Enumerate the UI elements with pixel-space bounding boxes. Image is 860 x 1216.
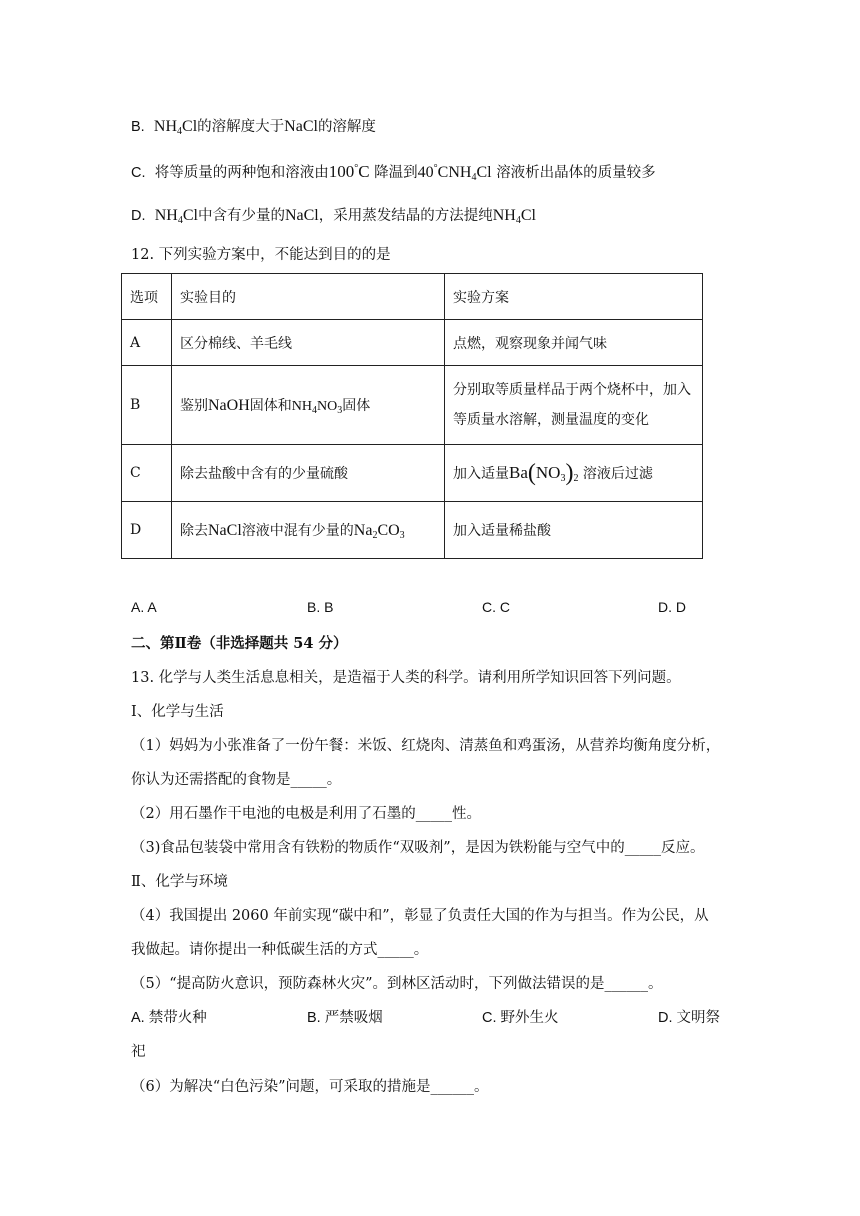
- table-row: B 鉴别NaOH固体和$NH_4NO_3$固体 分别取等质量样品于两个烧杯中，加入等质量水溶解，测量温度的变化: [122, 366, 703, 445]
- choice-d[interactable]: D. D: [658, 599, 686, 615]
- option-a[interactable]: A. 禁带火种: [131, 1010, 207, 1026]
- q13-part1-line1: （1）妈妈为小张准备了一份午餐：米饭、红烧肉、清蒸鱼和鸡蛋汤，从营养均衡角度分析，: [131, 738, 721, 754]
- q11-option-d: D. $NH_4Cl$中含有少量的NaCl，采用蒸发结晶的方法提纯$NH_4Cl$: [131, 207, 536, 226]
- q13-part5: （5）“提高防火意识，预防森林火灾”。到林区活动时，下列做法错误的是______。: [131, 976, 663, 992]
- choice-b[interactable]: B. B: [307, 599, 334, 615]
- q13-part2: （2）用石墨作干电池的电极是利用了石墨的_____性。: [131, 806, 481, 822]
- table-row: D 除去NaCl溶液中混有少量的$Na_2CO_3$ 加入适量稀盐酸: [122, 502, 703, 559]
- table-row: A 区分棉线、羊毛线 点燃，观察现象并闻气味: [122, 320, 703, 366]
- q13-part4-line1: （4）我国提出 2060 年前实现“碳中和”，彰显了负责任大国的作为与担当。作为公民，从: [131, 908, 709, 924]
- table-header-row: [122, 274, 703, 320]
- q11-option-b: B. $NH_4Cl$的溶解度大于NaCl的溶解度: [131, 118, 376, 137]
- option-c[interactable]: C. 野外生火: [482, 1010, 559, 1026]
- header-option: 选项: [122, 274, 172, 320]
- option-d-wrap: 祀: [131, 1044, 146, 1060]
- q13-part6: （6）为解决“白色污染”问题，可采取的措施是______。: [131, 1079, 489, 1095]
- header-plan: 实验方案: [445, 274, 703, 320]
- q11-option-c: C. 将等质量的两种饱和溶液由100°C 降温到$40^\circ CNH_4Cl$ 溶液析出晶体的质量较多: [131, 162, 656, 183]
- option-b[interactable]: B. 严禁吸烟: [307, 1010, 383, 1026]
- q13-part4-line2: 我做起。请你提出一种低碳生活的方式_____。: [131, 942, 429, 958]
- subsection-title: Ⅱ、化学与环境: [131, 874, 228, 890]
- subsection-title: Ⅰ、化学与生活: [131, 704, 224, 720]
- choice-a[interactable]: A. A: [131, 599, 157, 615]
- section-heading: 二、第Ⅱ卷（非选择题共 54 分）: [131, 635, 348, 652]
- q12-stem: 12. 下列实验方案中，不能达到目的的是: [131, 247, 391, 263]
- choice-c[interactable]: C. C: [482, 599, 510, 615]
- option-d[interactable]: D. 文明祭: [658, 1010, 721, 1026]
- table-row: C 除去盐酸中含有的少量硫酸 加入适量$Ba(NO_3)_2$ 溶液后过滤: [122, 445, 703, 502]
- q13-stem: 13. 化学与人类生活息息相关，是造福于人类的科学。请利用所学知识回答下列问题。: [131, 670, 681, 686]
- q13-part3: （3)食品包装袋中常用含有铁粉的物质作“双吸剂”，是因为铁粉能与空气中的_____反应。: [131, 840, 705, 856]
- q13-part1-line2: 你认为还需搭配的食物是_____。: [131, 772, 342, 788]
- chem-formula: $NH_4Cl$: [153, 118, 198, 137]
- experiment-table: [121, 273, 703, 559]
- header-goal: 实验目的: [172, 274, 445, 320]
